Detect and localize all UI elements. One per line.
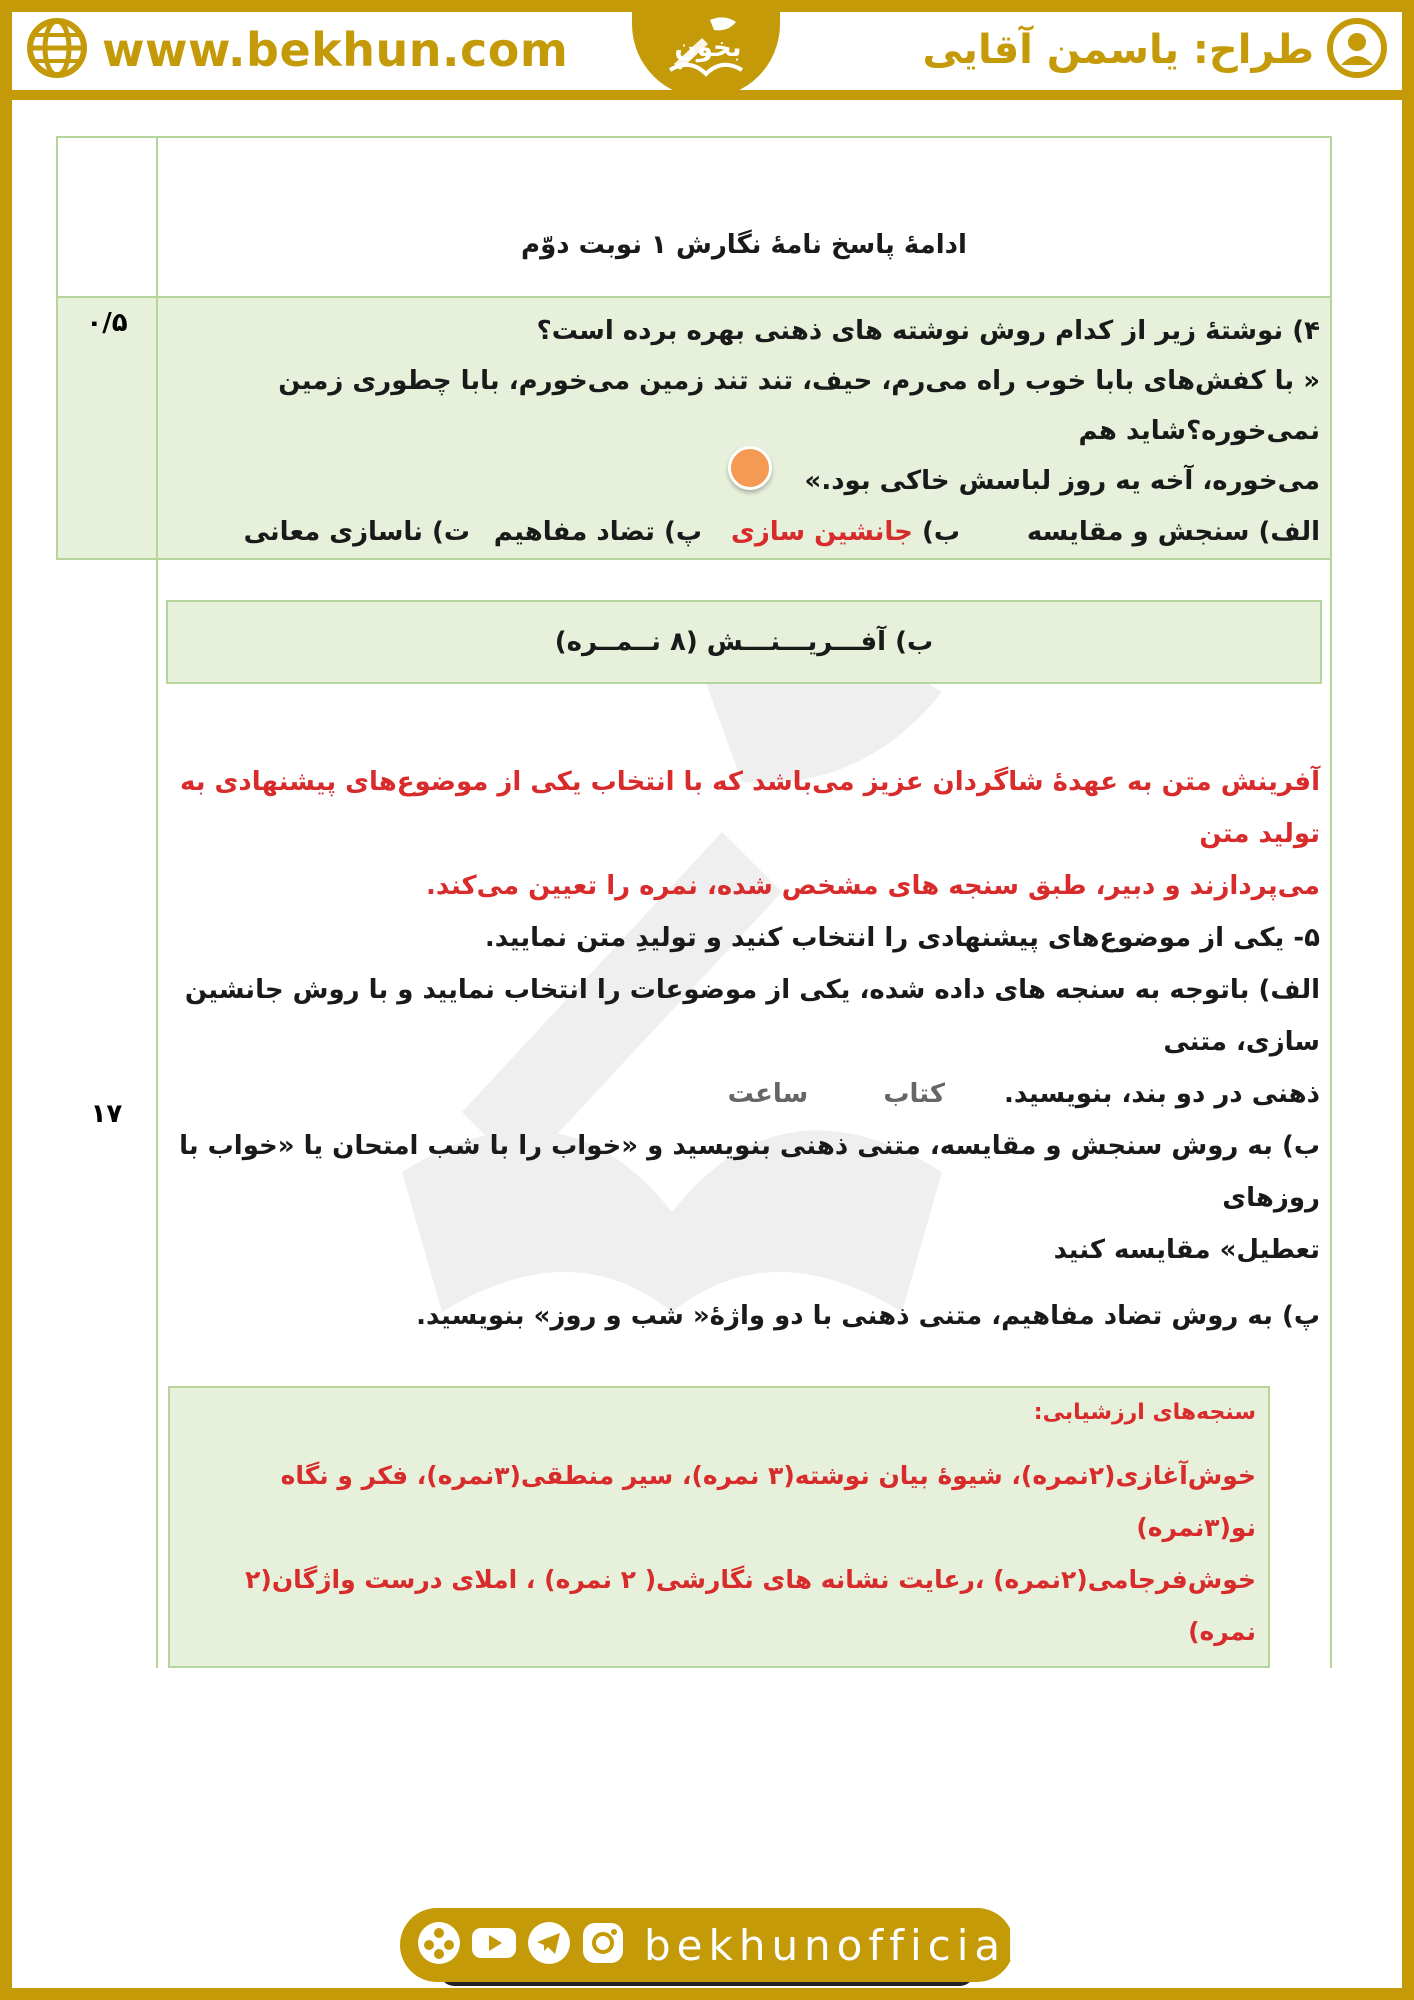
title-score-cell bbox=[57, 137, 157, 297]
section-b-score: ۱۷ bbox=[90, 1099, 123, 1129]
header bbox=[12, 12, 1402, 100]
globe-icon bbox=[26, 17, 88, 83]
aparat-icon[interactable] bbox=[416, 1920, 462, 1970]
svg-text:بخون: بخون bbox=[674, 33, 742, 63]
topic-book: کتاب bbox=[883, 1079, 945, 1109]
social-footer bbox=[400, 1908, 1024, 1982]
question4-score: ۰/۵ bbox=[86, 308, 128, 338]
designer-name: طراح: یاسمن آقایی bbox=[922, 27, 1314, 73]
page-title: ادامۀ پاسخ نامۀ نگارش ۱ نوبت دوّم bbox=[521, 230, 967, 260]
user-icon bbox=[1326, 17, 1388, 83]
option-a: الف) سنجش و مقایسه bbox=[1026, 517, 1320, 547]
section-b-cell bbox=[157, 559, 1331, 1668]
question5: ۵- یکی از موضوع‌های پیشنهادی را انتخاب کنید و تولیدِ متن نمایید. bbox=[484, 923, 1320, 953]
intro-line1: آفرینش متن به عهدۀ شاگردان عزیز می‌باشد که با انتخاب یکی از موضوع‌های پیشنهادی به تولید متن bbox=[179, 767, 1320, 849]
social-handle[interactable]: bekhunofficial bbox=[644, 1920, 1024, 1970]
question4-quote-line2-wrap bbox=[172, 456, 1320, 506]
designer-credit bbox=[922, 18, 1388, 82]
instagram-icon[interactable] bbox=[580, 1920, 626, 1970]
option-b: ب) جانشین سازی bbox=[731, 517, 960, 547]
question4-text bbox=[158, 298, 1330, 506]
title-row bbox=[57, 137, 1331, 297]
section-b-row bbox=[57, 559, 1331, 1668]
section-b-score-cell bbox=[57, 559, 157, 1668]
brand-logo bbox=[650, 8, 762, 88]
question4-options bbox=[158, 506, 1330, 558]
intro-line2: می‌پردازند و دبیر، طبق سنجه های مشخص شده، نمره را تعیین می‌کند. bbox=[426, 871, 1320, 901]
rubric-line2: خوش‌فرجامی(۲نمره) ،رعایت نشانه های نگارشی( ۲ نمره) ، املای درست واژگان(۲ نمره) bbox=[245, 1565, 1256, 1646]
topic-clock: ساعت bbox=[727, 1079, 809, 1109]
question4-score-cell bbox=[57, 297, 157, 559]
social-icons bbox=[416, 1920, 1024, 1970]
part-a-line1: الف) باتوجه به سنجه های داده شده، یکی از موضوعات را انتخاب نمایید و با روش جانشین سازی، متنی bbox=[184, 975, 1320, 1057]
section-b-body bbox=[158, 756, 1330, 1342]
option-p: پ) تضاد مفاهیم bbox=[493, 517, 702, 547]
rubric-title: سنجه‌های ارزشیابی: bbox=[1033, 1400, 1256, 1425]
section-b-heading: ب) آفـــریـــنـــش (۸ نــمــره) bbox=[554, 627, 934, 657]
option-b-answer: جانشین سازی bbox=[731, 517, 913, 547]
part-b-line2: تعطیل» مقایسه کنید bbox=[1053, 1235, 1320, 1265]
question4-quote-line1: « با کفش‌های بابا خوب راه می‌رم، حیف، تند تند زمین می‌خورم، بابا چطوری زمین نمی‌خوره؟شاید هم bbox=[278, 366, 1320, 446]
rubric-box bbox=[168, 1386, 1270, 1668]
brand-logo-tab bbox=[632, 0, 780, 98]
title-cell bbox=[157, 137, 1331, 297]
question4-quote-line2: می‌خوره، آخه یه روز لباسش خاکی بود.» bbox=[804, 466, 1320, 496]
part-a-line2-row bbox=[172, 1068, 1320, 1120]
part-b-line1: ب) به روش سنجش و مقایسه، متنی ذهنی بنویسید و «خواب را با شب امتحان یا «خواب با روزهای bbox=[179, 1131, 1320, 1213]
page bbox=[12, 12, 1402, 1988]
telegram-icon[interactable] bbox=[526, 1920, 572, 1970]
question4-cell bbox=[157, 297, 1331, 559]
section-b-heading-box bbox=[166, 600, 1322, 684]
part-p: پ) به روش تضاد مفاهیم، متنی ذهنی با دو واژۀ« شب و روز» بنویسید. bbox=[416, 1301, 1320, 1331]
answer-table bbox=[56, 136, 1332, 1668]
website-link[interactable] bbox=[26, 18, 568, 82]
question4-prompt: ۴) نوشتۀ زیر از کدام روش نوشته های ذهنی بهره برده است؟ bbox=[536, 316, 1320, 346]
question4-row bbox=[57, 297, 1331, 559]
part-a-line2: ذهنی در دو بند، بنویسید. bbox=[1004, 1079, 1320, 1109]
option-t: ت) ناسازی معانی bbox=[243, 517, 470, 547]
rubric-line1: خوش‌آغازی(۲نمره)، شیوۀ بیان نوشته(۳ نمره)، سیر منطقی(۳نمره)، فکر و نگاه نو(۳نمره) bbox=[280, 1461, 1256, 1542]
cursor-dot-icon bbox=[728, 446, 772, 490]
youtube-icon[interactable] bbox=[470, 1920, 518, 1970]
website-url[interactable]: www.bekhun.com bbox=[102, 23, 569, 77]
